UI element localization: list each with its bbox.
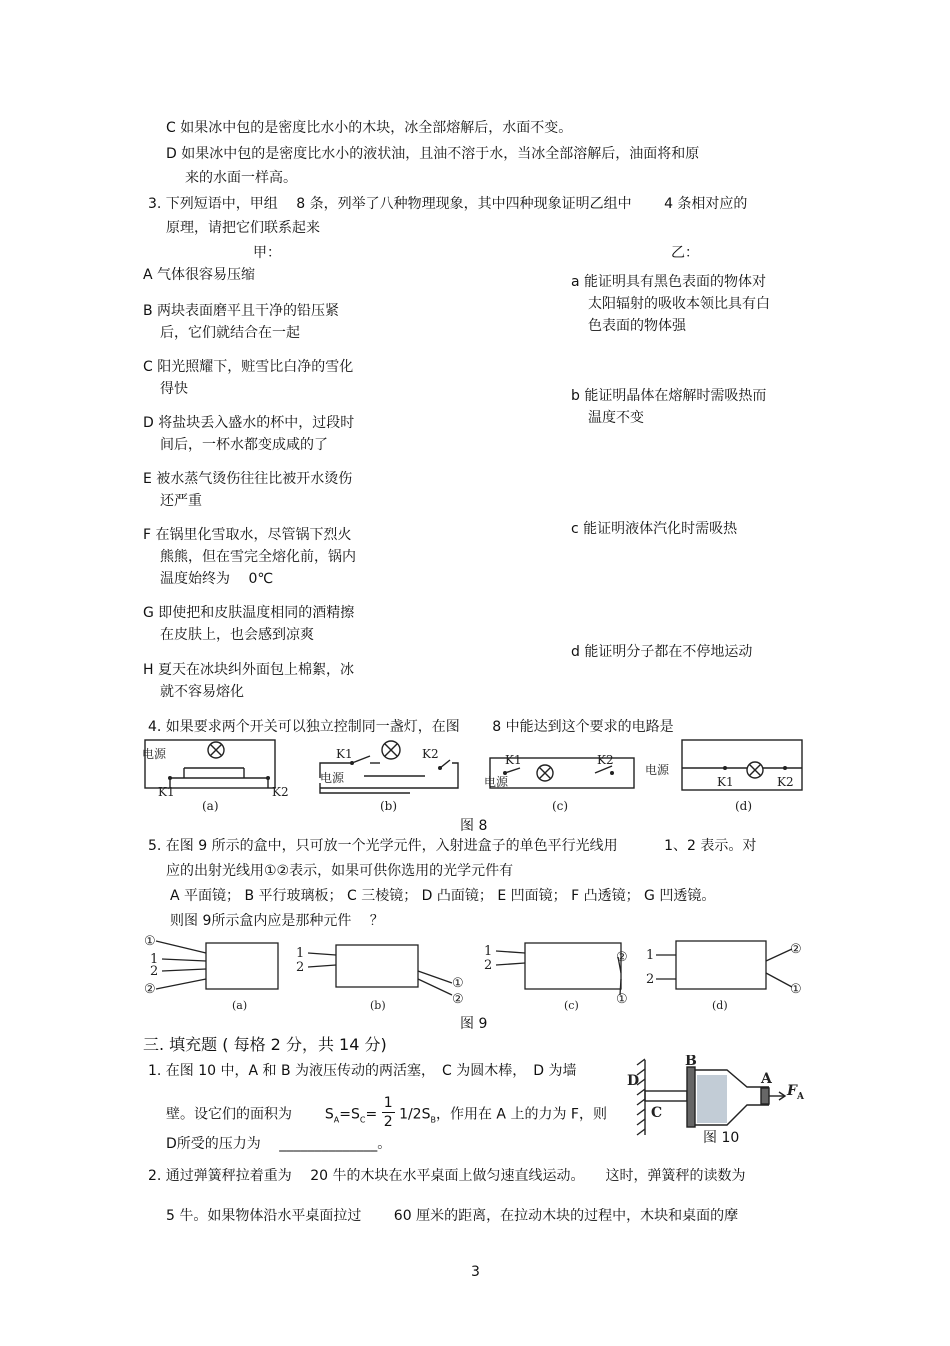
q3-left-item-0-line-0: A 气体很容易压缩 xyxy=(143,267,256,283)
fig9b-in2: 2 xyxy=(296,960,305,975)
fig8a-k2-label: K2 xyxy=(272,785,289,799)
fig8c-source-label: 电源 xyxy=(484,775,509,789)
fill1-line2-pre: 壁。设它们的面积为 xyxy=(166,1106,292,1123)
page-number: 3 xyxy=(471,1264,480,1280)
q5-question: 则图 9所示盒内应是那种元件 ？ xyxy=(170,913,384,929)
q4-stem: 4. 如果要求两个开关可以独立控制同一盏灯，在图 8 中能达到这个要求的电路是 xyxy=(148,719,674,735)
formula-sub-c: C xyxy=(359,1115,366,1125)
q5-options: A 平面镜； B 平行玻璃板； C 三棱镜； D 凸面镜； E 凹面镜； F 凸透镜； G 凹透镜。 xyxy=(170,888,716,904)
fill2-line1: 2. 通过弹簧秤拉着重为 20 牛的木块在水平桌面上做匀速直线运动。 这时，弹簧秤的读数为 xyxy=(148,1168,746,1184)
q3-right-item-0-line-0: a 能证明具有黑色表面的物体对 xyxy=(571,274,767,290)
q3-right-heading: 乙： xyxy=(671,245,699,261)
fill2-line2: 5 牛。如果物体沿水平桌面拉过 60 厘米的距离，在拉动木块的过程中，木块和桌面的摩 xyxy=(166,1208,739,1224)
fig8c-caption: (c) xyxy=(552,799,569,813)
fig8a-k1-label: K1 xyxy=(158,785,175,799)
q3-left-item-5-line-2: 温度始终为 0℃ xyxy=(160,571,274,587)
fig8c-k1-label: K1 xyxy=(505,753,522,767)
fig8d-source-label: 电源 xyxy=(645,763,670,777)
q3-left-item-2-line-0: C 阳光照耀下，赃雪比白净的雪化 xyxy=(143,359,354,375)
q3-right-item-3-line-0: d 能证明分子都在不停地运动 xyxy=(571,644,753,660)
q3-left-item-1-line-1: 后，它们就结合在一起 xyxy=(160,325,300,341)
q2-option-d-line1: D 如果冰中包的是密度比水小的液状油，且油不溶于水，当冰全部溶解后，油面将和原 xyxy=(166,146,700,162)
formula-sa: S xyxy=(324,1106,334,1123)
fig8a-source-label: 电源 xyxy=(142,747,167,761)
fig9d-in1: 1 xyxy=(646,948,655,963)
q3-left-heading: 甲： xyxy=(253,245,281,261)
formula-sub-a: A xyxy=(333,1115,340,1125)
fig9b-out1: ① xyxy=(452,976,464,991)
q3-left-item-3-line-1: 间后，一杯水都变成咸的了 xyxy=(160,437,328,453)
q3-left-item-4-line-0: E 被水蒸气烫伤往往比被开水烫伤 xyxy=(143,471,353,487)
fig9c-out1: ① xyxy=(616,992,628,1007)
q2-option-c: C 如果冰中包的是密度比水小的木块，冰全部熔解后，水面不变。 xyxy=(166,120,573,136)
q3-stem-line2: 原理，请把它们联系起来 xyxy=(166,220,320,236)
fig8d-k2-label: K2 xyxy=(777,775,794,789)
fig8b-k1-label: K1 xyxy=(336,747,353,761)
fill1-line2 xyxy=(166,1096,607,1133)
formula-eq2: = xyxy=(365,1106,378,1123)
q3-right-item-1-line-0: b 能证明晶体在熔解时需吸热而 xyxy=(571,388,767,404)
q3-right-item-2-line-0: c 能证明液体汽化时需吸热 xyxy=(571,521,738,537)
fig10-label-f-sub: A xyxy=(797,1092,804,1102)
q3-right-item-0-line-2: 色表面的物体强 xyxy=(588,318,686,334)
fill1-line3: D所受的压力为 ______________。 xyxy=(166,1136,392,1152)
fig10-label-f: F xyxy=(787,1083,797,1099)
fig9d-in2: 2 xyxy=(646,972,655,987)
fig9b-caption: (b) xyxy=(370,999,386,1012)
q3-left-item-7-line-1: 就不容易熔化 xyxy=(160,684,244,700)
q3-left-item-1-line-0: B 两块表面磨平且干净的铅压紧 xyxy=(143,303,340,319)
section-3-title: 三. 填充题 ( 每格 2 分，共 14 分) xyxy=(143,1035,387,1054)
fig8a-caption: (a) xyxy=(202,799,219,813)
q3-left-item-7-line-0: H 夏天在冰块纠外面包上棉絮，冰 xyxy=(143,662,354,678)
figure-9-caption: 图 9 xyxy=(460,1016,488,1032)
fig10-label-c: C xyxy=(651,1105,663,1121)
q2-option-d-line2: 来的水面一样高。 xyxy=(185,170,297,186)
q3-left-item-5-line-1: 熊熊，但在雪完全熔化前，锅内 xyxy=(160,549,356,565)
fig9b-in1: 1 xyxy=(296,946,305,961)
fig9a-in1: 1 xyxy=(150,952,159,967)
q3-stem-line1: 3. 下列短语中，甲组 8 条，列举了八种物理现象，其中四种现象证明乙组中 4 条相对应的 xyxy=(148,196,748,212)
fig10-label-a: A xyxy=(761,1071,772,1087)
q3-left-item-2-line-1: 得快 xyxy=(160,381,188,397)
q3-left-item-3-line-0: D 将盐块丢入盛水的杯中，过段时 xyxy=(143,415,355,431)
fig10-label-d: D xyxy=(627,1073,640,1089)
fig9a-out2: ② xyxy=(144,982,156,997)
figure-8-caption: 图 8 xyxy=(460,818,488,834)
frac-denominator: 2 xyxy=(383,1114,393,1130)
frac-numerator: 1 xyxy=(383,1095,393,1111)
fig8c-k2-label: K2 xyxy=(597,753,614,767)
fig9c-out2: ② xyxy=(616,950,628,965)
q3-left-item-6-line-1: 在皮肤上，也会感到凉爽 xyxy=(160,627,314,643)
fig8d-caption: (d) xyxy=(735,799,753,813)
fig9d-out1: ① xyxy=(790,982,802,997)
fig9d-caption: (d) xyxy=(712,999,728,1012)
fig9d-out2: ② xyxy=(790,942,802,957)
q3-left-item-5-line-0: F 在锅里化雪取水，尽管锅下烈火 xyxy=(143,527,352,543)
q5-stem-line2: 应的出射光线用①②表示，如果可供你选用的光学元件有 xyxy=(166,863,514,879)
fig9b-out2: ② xyxy=(452,992,464,1007)
fig8d-k1-label: K1 xyxy=(717,775,734,789)
fig9c-in1: 1 xyxy=(484,944,493,959)
fill1-line1: 1. 在图 10 中，A 和 B 为液压传动的两活塞， C 为圆木棒， D 为墙 xyxy=(148,1063,577,1079)
fig9c-in2: 2 xyxy=(484,958,493,973)
fig8b-k2-label: K2 xyxy=(422,747,439,761)
fig9a-caption: (a) xyxy=(232,999,248,1012)
formula-sub-b: B xyxy=(430,1115,436,1125)
figure-10-caption: 图 10 xyxy=(703,1130,740,1146)
figure-9-optical-boxes xyxy=(140,933,810,1013)
q5-stem-line1: 5. 在图 9 所示的盒中，只可放一个光学元件，入射进盒子的单色平行光线用 1、2 表示。对 xyxy=(148,838,757,854)
fig10-label-b: B xyxy=(685,1055,697,1069)
q3-right-item-1-line-1: 温度不变 xyxy=(588,410,644,426)
q3-right-item-0-line-1: 太阳辐射的吸收本领比具有白 xyxy=(588,296,770,312)
formula-rest: 1/2S xyxy=(399,1106,431,1123)
fig9c-caption: (c) xyxy=(564,999,579,1012)
formula-eq-sc: =S xyxy=(339,1106,360,1123)
fig8b-caption: (b) xyxy=(380,799,398,813)
fig9a-out1: ① xyxy=(144,934,156,949)
q3-left-item-4-line-1: 还严重 xyxy=(160,493,202,509)
fig8b-source-label: 电源 xyxy=(320,771,345,785)
fill1-line2-post: ，作用在 A 上的力为 F，则 xyxy=(435,1106,607,1123)
figure-8-circuits xyxy=(140,738,810,818)
q3-left-item-6-line-0: G 即使把和皮肤温度相同的酒精擦 xyxy=(143,605,355,621)
fig9a-in2: 2 xyxy=(150,964,159,979)
